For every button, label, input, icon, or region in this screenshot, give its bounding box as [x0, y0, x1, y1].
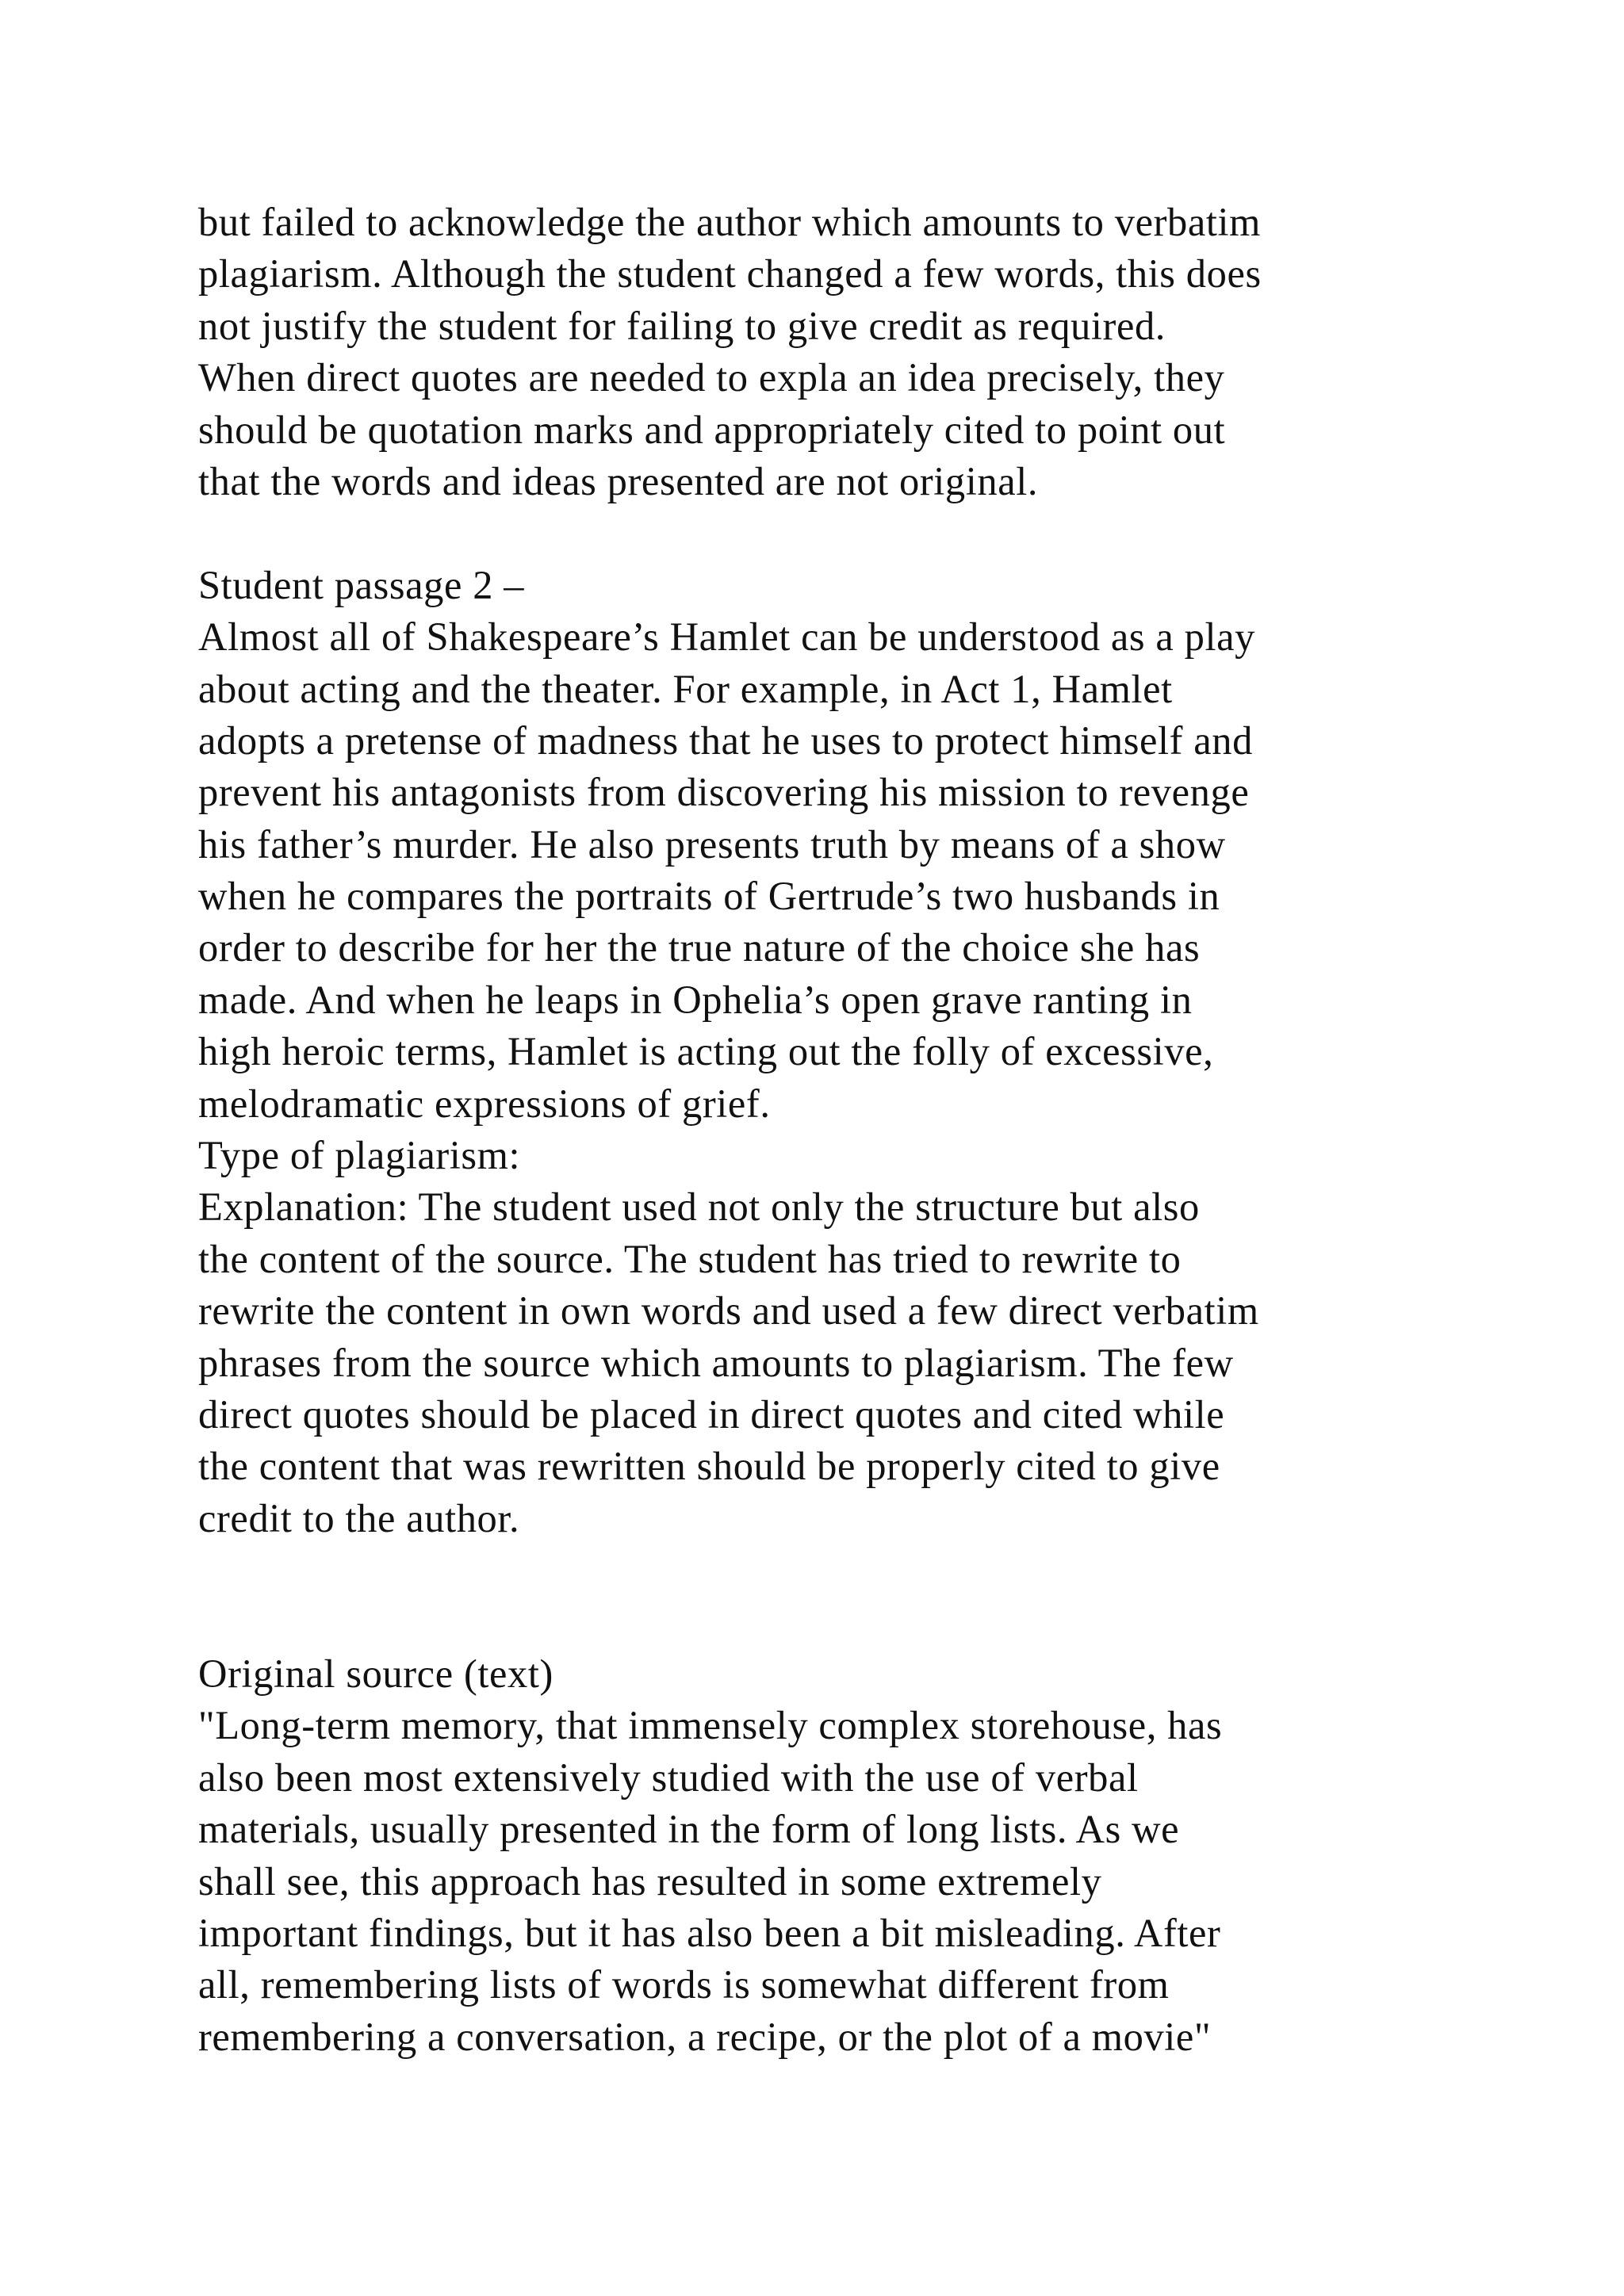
text-line: but failed to acknowledge the author which amounts to verbatim [198, 200, 1262, 244]
text-line: remembering a conversation, a recipe, or the plot of a movie" [198, 2014, 1212, 2059]
heading-original-source: Original source (text) [198, 1651, 553, 1696]
text-line: credit to the author. [198, 1495, 520, 1540]
text-line: also been most extensively studied with the use of verbal [198, 1755, 1139, 1800]
text-line: Almost all of Shakespeare’s Hamlet can be understood as a play [198, 614, 1255, 660]
text-line: when he compares the portraits of Gertrude’s two husbands in [198, 874, 1220, 919]
text-line: phrases from the source which amounts to plagiarism. The few [198, 1340, 1234, 1385]
blank-line [198, 507, 1546, 559]
text-line: materials, usually presented in the form of long lists. As we [198, 1807, 1180, 1852]
type-of-plagiarism-label: Type of plagiarism: [198, 1133, 521, 1178]
text-line: melodramatic expressions of grief. [198, 1081, 771, 1126]
text-line: should be quotation marks and appropriately cited to point out [198, 407, 1226, 452]
text-line: about acting and the theater. For example, in Act 1, Hamlet [198, 666, 1173, 711]
text-line: high heroic terms, Hamlet is acting out the folly of excessive, [198, 1029, 1214, 1074]
heading-student-passage-2: Student passage 2 – [198, 562, 525, 607]
text-line: When direct quotes are needed to expla an idea precisely, they [198, 355, 1225, 400]
blank-line [198, 1597, 1546, 1648]
paragraph-explanation-2 [198, 1181, 1546, 1544]
text-line: plagiarism. Although the student changed a few words, this does [198, 251, 1262, 297]
paragraph-student-passage-2 [198, 611, 1546, 1130]
text-line: that the words and ideas presented are not original. [198, 458, 1039, 503]
text-line: not justify the student for failing to give credit as required. [198, 303, 1166, 348]
document-body [198, 197, 1546, 2063]
text-line: the content that was rewritten should be properly cited to give [198, 1444, 1220, 1489]
text-line: adopts a pretense of madness that he uses to protect himself and [198, 718, 1253, 763]
text-line: important findings, but it has also been a bit misleading. After [198, 1910, 1221, 1955]
paragraph-explanation-1 [198, 197, 1546, 507]
text-line: order to describe for her the true nature of the choice she has [198, 925, 1201, 970]
text-line: made. And when he leaps in Ophelia’s open grave ranting in [198, 977, 1193, 1022]
text-line: "Long-term memory, that immensely complex storehouse, has [198, 1703, 1223, 1748]
blank-line [198, 1544, 1546, 1596]
text-line: direct quotes should be placed in direct quotes and cited while [198, 1391, 1225, 1437]
text-line: prevent his antagonists from discovering his mission to revenge [198, 770, 1250, 815]
text-line: the content of the source. The student has tried to rewrite to [198, 1236, 1182, 1281]
text-line: his father’s murder. He also presents truth by means of a show [198, 821, 1226, 867]
text-line: rewrite the content in own words and used a few direct verbatim [198, 1288, 1259, 1334]
text-line: shall see, this approach has resulted in some extremely [198, 1858, 1102, 1904]
text-line: all, remembering lists of words is somewhat different from [198, 1962, 1170, 2007]
paragraph-original-source [198, 1700, 1546, 2063]
text-line: Explanation: The student used not only the structure but also [198, 1184, 1200, 1230]
